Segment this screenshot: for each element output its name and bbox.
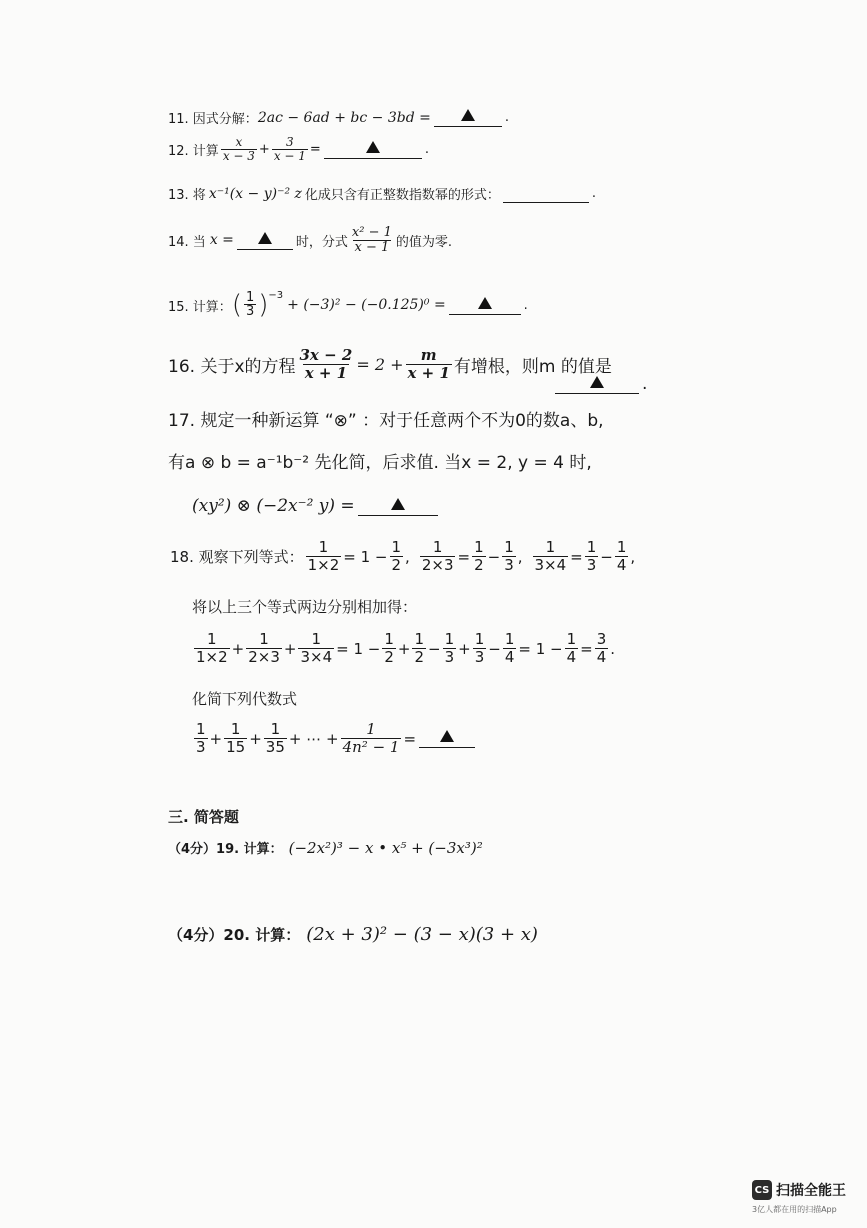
equals-sign: =: [457, 547, 471, 566]
numerator: 1: [414, 630, 425, 648]
denominator: 4: [616, 555, 627, 574]
question-13: [168, 184, 596, 203]
tail-fraction: [565, 632, 579, 665]
denominator: 2: [414, 647, 425, 666]
q19-label: （4分）19. 计算：: [168, 842, 283, 857]
q12-fraction-1: [221, 136, 257, 163]
q15-exponent: −3: [268, 290, 284, 301]
denominator: 3: [196, 737, 206, 756]
triangle-marker-icon: [258, 232, 272, 244]
numerator: 1: [384, 630, 394, 648]
q15-expression: + (−3)² − (−0.125)⁰ =: [287, 297, 446, 313]
period: .: [610, 639, 616, 658]
denominator: 1×2: [196, 647, 228, 666]
eq1-rhs-fraction: [390, 540, 404, 573]
eq3-lhs: [533, 540, 569, 573]
denominator: 35: [265, 737, 285, 756]
q16-text: 有增根，则m 的值是: [453, 357, 612, 378]
q20-expression: (2x + 3)² − (3 − x)(3 + x): [306, 924, 538, 945]
plus-sign: +: [231, 639, 245, 658]
series-dots: + ⋯ +: [288, 729, 339, 748]
q14-fraction: [350, 226, 394, 255]
triangle-marker-icon: [590, 376, 604, 388]
denominator: x + 1: [407, 363, 450, 382]
numerator: 1: [616, 538, 627, 556]
denominator: 1×2: [307, 555, 340, 574]
q12-end: .: [424, 141, 429, 157]
denominator: 4: [596, 647, 607, 666]
numerator: 1: [230, 720, 241, 738]
answer-blank[interactable]: [358, 497, 438, 516]
q13-label: 13. 将: [168, 188, 206, 203]
numerator: 1: [391, 538, 402, 556]
denominator: 3: [245, 304, 255, 320]
numerator: 1: [504, 538, 514, 556]
q13-expression: x⁻¹(x − y)⁻² z: [208, 185, 302, 202]
denominator: x − 1: [273, 148, 306, 163]
q16-fraction-2: [406, 348, 452, 381]
left-paren: (: [231, 290, 242, 320]
triangle-marker-icon: [478, 297, 492, 309]
answer-blank[interactable]: [237, 231, 293, 250]
denominator: 2: [391, 555, 402, 574]
triangle-marker-icon: [391, 498, 405, 510]
question-20: [168, 924, 538, 945]
q18-series: [192, 722, 478, 755]
eq3-fraction-a: [585, 540, 599, 573]
numerator: 1: [196, 720, 206, 738]
q11-expression: 2ac − 6ad + bc − 3bd =: [257, 109, 431, 126]
denominator: x − 1: [354, 239, 390, 255]
sum-fraction-2: [246, 632, 282, 665]
rhs-fraction-1: [382, 632, 396, 665]
q12-fraction-2: [272, 136, 308, 163]
watermark-name: 扫描全能王: [776, 1183, 846, 1199]
comma: ,: [630, 547, 636, 566]
camscanner-logo-icon: CS: [752, 1180, 772, 1200]
denominator: 3: [586, 555, 597, 574]
plus-sign: +: [249, 729, 262, 748]
q14-variable: x =: [209, 232, 234, 249]
q18-sum-equation: [192, 632, 615, 665]
denominator: 4: [504, 647, 515, 666]
series-fraction-3: [264, 722, 287, 755]
question-11: [168, 108, 509, 127]
eq1-lhs: [306, 540, 342, 573]
section-3-title: 三. 简答题: [168, 808, 239, 826]
question-19: [168, 838, 483, 857]
question-16: [168, 348, 612, 381]
denominator: x + 1: [304, 363, 348, 382]
numerator: m: [420, 346, 437, 364]
q18-instruction: 将以上三个等式两边分别相加得：: [192, 598, 418, 616]
rhs-fraction-5: [503, 632, 517, 665]
series-last-fraction: [341, 722, 402, 755]
numerator: 1: [259, 630, 269, 648]
question-18-observe: [170, 540, 635, 573]
answer-blank[interactable]: [419, 729, 475, 748]
eq1-rhs: = 1 −: [343, 547, 388, 566]
plus-sign: +: [397, 639, 411, 658]
question-17-line-2: 有a ⊗ b = a⁻¹b⁻² 先化简，后求值. 当x = 2, y = 4 时,: [168, 453, 592, 473]
q15-fraction: [244, 291, 256, 320]
rhs-fraction-3: [443, 632, 457, 665]
comma: ,: [405, 547, 410, 566]
q16-label: 16. 关于x的方程: [168, 357, 296, 378]
q12-label: 12. 计算: [168, 143, 219, 159]
q14-mid: 时，分式: [295, 234, 348, 250]
q13-text: 化成只含有正整数指数幂的形式：: [304, 188, 500, 203]
denominator: 2×3: [248, 647, 280, 666]
equals-sign: =: [570, 547, 583, 566]
q11-end: .: [504, 110, 509, 125]
numerator: 1: [566, 630, 577, 648]
minus-sign: −: [487, 547, 501, 566]
numerator: 1: [504, 630, 515, 648]
denominator: x − 3: [222, 148, 255, 163]
answer-blank[interactable]: [449, 296, 521, 315]
q14-text: 的值为零.: [395, 234, 453, 250]
plus-sign: +: [209, 729, 223, 748]
denominator: 2: [384, 647, 394, 666]
q15-end: .: [523, 297, 528, 313]
denominator: 2×3: [421, 555, 454, 574]
plus-sign: +: [258, 141, 270, 157]
numerator: 1: [586, 538, 597, 556]
watermark-tagline: 3亿人都在用的扫描App: [752, 1205, 837, 1214]
sum-fraction-1: [194, 632, 230, 665]
numerator: x² − 1: [351, 225, 392, 240]
denominator: 3: [504, 555, 514, 574]
question-14: [168, 226, 452, 255]
right-paren: ): [258, 290, 269, 320]
numerator: 3: [596, 630, 607, 648]
question-15: [168, 290, 528, 320]
numerator: 1: [318, 538, 329, 556]
denominator: 3×4: [534, 555, 567, 574]
numerator: 1: [270, 720, 281, 738]
rhs-fraction-4: [473, 632, 487, 665]
rhs-fraction-2: [412, 632, 426, 665]
eq2-fraction-a: [472, 540, 486, 573]
denominator: 2: [474, 555, 484, 574]
series-fraction-1: [194, 722, 208, 755]
q14-label: 14. 当: [168, 234, 206, 250]
equals-sign: =: [403, 729, 417, 748]
sum-fraction-3: [298, 632, 334, 665]
numerator: 1: [474, 538, 484, 556]
series-fraction-2: [224, 722, 247, 755]
numerator: 1: [366, 720, 376, 738]
denominator: 4: [566, 647, 577, 666]
answer-blank[interactable]: [434, 108, 502, 127]
plus-sign: +: [458, 639, 471, 658]
minus-sign: −: [600, 547, 613, 566]
q17-expression: (xy²) ⊗ (−2x⁻² y) =: [192, 496, 355, 516]
denominator: 4n² − 1: [342, 737, 400, 756]
q13-end: .: [591, 186, 597, 201]
triangle-marker-icon: [440, 730, 454, 742]
triangle-marker-icon: [461, 109, 475, 121]
sum-tail: = 1 −: [518, 639, 563, 658]
numerator: 1: [311, 630, 322, 648]
eq3-fraction-b: [615, 540, 629, 573]
minus-sign: −: [428, 639, 441, 658]
denominator: 15: [226, 737, 246, 756]
minus-sign: −: [488, 639, 501, 658]
question-12: [168, 136, 429, 163]
numerator: 3x − 2: [299, 346, 353, 364]
denominator: 3: [444, 647, 455, 666]
comma: ,: [517, 547, 523, 566]
denominator: 3×4: [300, 647, 333, 666]
answer-blank[interactable]: [503, 184, 589, 203]
q19-expression: (−2x²)³ − x • x⁵ + (−3x³)²: [288, 838, 483, 857]
plus-sign: +: [283, 639, 297, 658]
eq2-fraction-b: [502, 540, 516, 573]
q16-mid: = 2 +: [356, 355, 404, 375]
question-17-line-1: 17. 规定一种新运算 “⊗” ：对于任意两个不为0的数a、b,: [168, 411, 604, 431]
numerator: 1: [474, 630, 485, 648]
answer-blank[interactable]: [324, 140, 422, 159]
q16-answer: [552, 374, 647, 394]
q16-fraction-1: [298, 348, 355, 381]
equals-sign: =: [309, 141, 321, 157]
numerator: 1: [444, 630, 455, 648]
result-fraction: [595, 632, 609, 665]
equals-sign: = 1 −: [336, 639, 381, 658]
q20-label: （4分）20. 计算：: [168, 926, 301, 944]
numerator: 1: [545, 538, 556, 556]
triangle-marker-icon: [366, 141, 380, 153]
q11-label: 11. 因式分解：: [168, 112, 258, 127]
eq2-lhs: [420, 540, 456, 573]
question-17-expression-row: [192, 496, 441, 516]
numerator: 1: [245, 289, 255, 305]
numerator: 1: [207, 630, 217, 648]
answer-blank[interactable]: [555, 375, 639, 394]
q18-simplify-instruction: 化简下列代数式: [192, 690, 298, 708]
q16-end: .: [642, 374, 648, 394]
numerator: x: [235, 135, 243, 149]
q15-label: 15. 计算：: [168, 299, 232, 315]
equals-sign: =: [580, 639, 593, 658]
denominator: 3: [474, 647, 485, 666]
numerator: 1: [432, 538, 443, 556]
numerator: 3: [286, 135, 294, 149]
q18-label: 18. 观察下列等式：: [170, 548, 304, 567]
